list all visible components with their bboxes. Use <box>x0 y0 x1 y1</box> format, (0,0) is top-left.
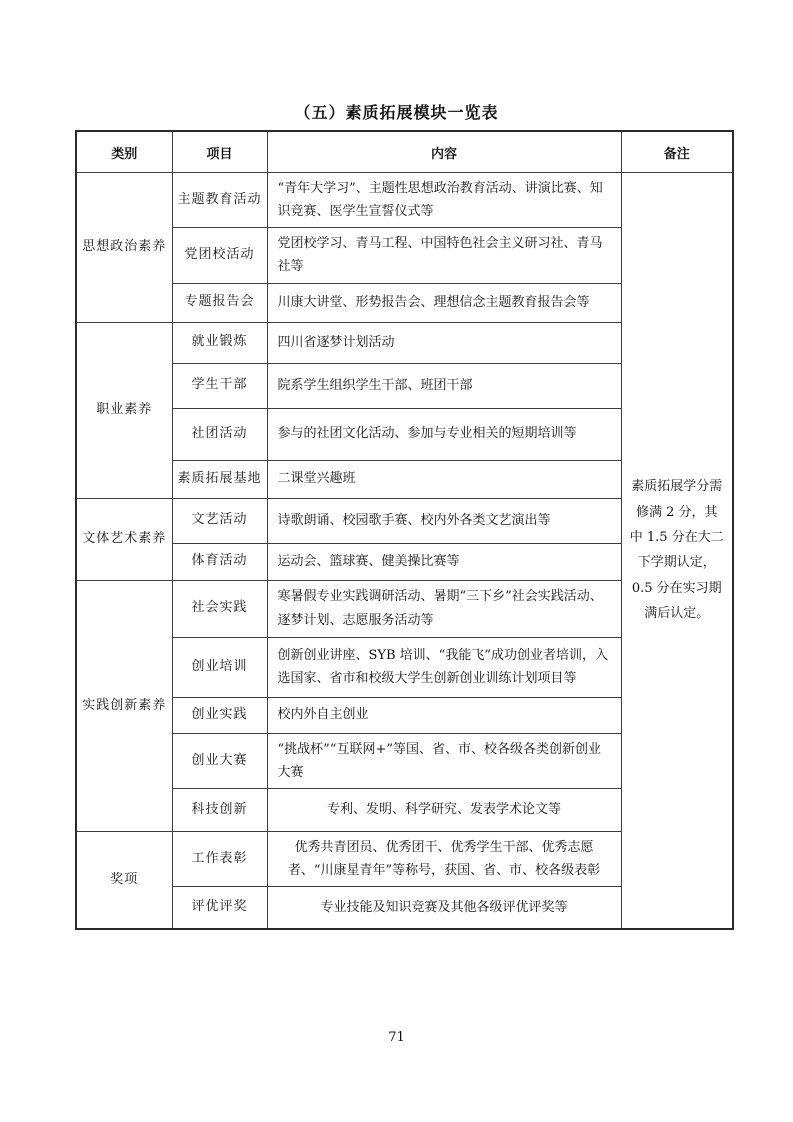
item-cell: 主题教育活动 <box>172 173 267 228</box>
content-cell: 专利、发明、科学研究、发表学术论文等 <box>267 788 621 831</box>
content-cell: 创新创业讲座、SYB 培训、“我能飞”成功创业者培训，入选国家、省市和校级大学生创新创业训练计划项目等 <box>267 637 621 697</box>
item-cell: 体育活动 <box>172 543 267 580</box>
item-cell: 社会实践 <box>172 580 267 637</box>
content-cell: “挑战杯”“互联网+”等国、省、市、校各级各类创新创业大赛 <box>267 733 621 788</box>
item-cell: 创业大赛 <box>172 733 267 788</box>
page-number: 71 <box>388 1030 405 1045</box>
item-cell: 学生干部 <box>172 363 267 408</box>
content-cell: 二课堂兴趣班 <box>267 460 621 498</box>
header-row <box>76 131 733 173</box>
item-cell: 科技创新 <box>172 788 267 831</box>
page-title: （五）素质拓展模块一览表 <box>294 103 499 122</box>
content-cell: 校内外自主创业 <box>267 697 621 733</box>
header-item: 项目 <box>172 131 267 173</box>
content-cell: 诗歌朗诵、校园歌手赛、校内外各类文艺演出等 <box>267 498 621 543</box>
content-cell: 寒暑假专业实践调研活动、暑期“三下乡”社会实践活动、逐梦计划、志愿服务活动等 <box>267 580 621 637</box>
category-cell: 奖项 <box>76 831 172 928</box>
item-cell: 就业锻炼 <box>172 322 267 363</box>
content-cell: 运动会、篮球赛、健美操比赛等 <box>267 543 621 580</box>
header-content: 内容 <box>267 131 621 173</box>
item-cell: 工作表彰 <box>172 831 267 886</box>
item-cell: 专题报告会 <box>172 283 267 322</box>
item-cell: 素质拓展基地 <box>172 460 267 498</box>
item-cell: 创业培训 <box>172 637 267 697</box>
content-cell: 四川省逐梦计划活动 <box>267 322 621 363</box>
item-cell: 党团校活动 <box>172 228 267 283</box>
category-cell: 思想政治素养 <box>76 173 172 323</box>
item-cell: 文艺活动 <box>172 498 267 543</box>
content-cell: 川康大讲堂、形势报告会、理想信念主题教育报告会等 <box>267 283 621 322</box>
content-cell: “青年大学习”、主题性思想政治教育活动、讲演比赛、知识竞赛、医学生宣誓仪式等 <box>267 173 621 228</box>
header-remark: 备注 <box>621 131 733 173</box>
category-cell: 文体艺术素养 <box>76 498 172 580</box>
category-cell: 职业素养 <box>76 322 172 498</box>
category-cell: 实践创新素养 <box>76 580 172 831</box>
content-cell: 参与的社团文化活动、参加与专业相关的短期培训等 <box>267 408 621 460</box>
content-cell: 优秀共青团员、优秀团干、优秀学生干部、优秀志愿者、“川康星青年”等称号，获国、省、市、校各级表彰 <box>267 831 621 886</box>
item-cell: 社团活动 <box>172 408 267 460</box>
quality-development-table <box>75 130 734 930</box>
content-cell: 党团校学习、青马工程、中国特色社会主义研习社、青马社等 <box>267 228 621 283</box>
remark-cell: 素质拓展学分需修满 2 分，其中 1.5 分在大二下学期认定，0.5 分在实习期满后认定。 <box>621 173 733 929</box>
item-cell: 创业实践 <box>172 697 267 733</box>
table-row <box>76 173 733 228</box>
item-cell: 评优评奖 <box>172 887 267 929</box>
header-category: 类别 <box>76 131 172 173</box>
content-cell: 院系学生组织学生干部、班团干部 <box>267 363 621 408</box>
content-cell: 专业技能及知识竞赛及其他各级评优评奖等 <box>267 887 621 929</box>
